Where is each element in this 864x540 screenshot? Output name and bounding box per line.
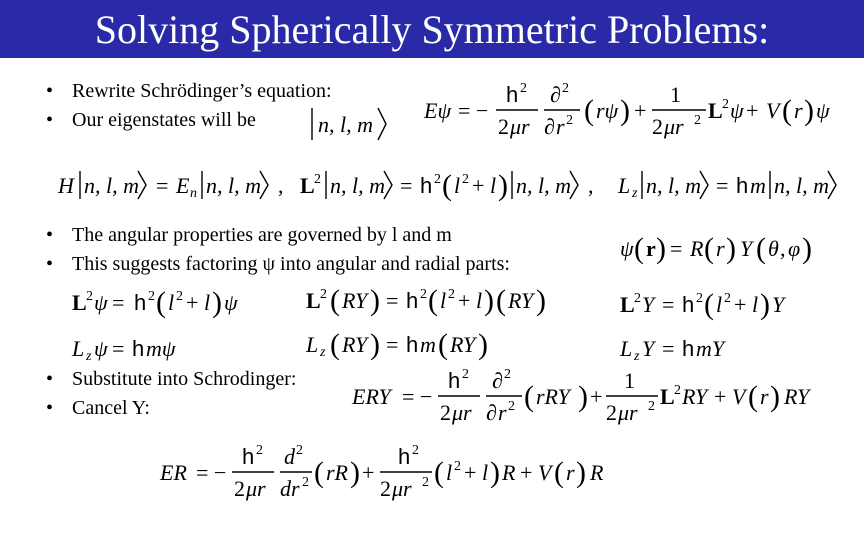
svg-text:n: n (190, 186, 197, 201)
svg-text:L: L (660, 384, 675, 409)
bullet-item: • Rewrite Schrödinger’s equation: (46, 80, 332, 102)
bullet-item: • Our eigenstates will be (46, 109, 256, 131)
bullet-text: The angular properties are governed by l and m (72, 224, 452, 246)
svg-text:Y: Y (740, 236, 753, 261)
svg-text:h: h (242, 444, 255, 469)
svg-text:l: l (716, 292, 723, 317)
eigen-Lz-equation (618, 165, 844, 205)
svg-text:ψ: ψ (816, 98, 830, 123)
Lz-RY-equation (306, 324, 506, 364)
svg-text:2: 2 (148, 289, 155, 304)
svg-text:r: r (646, 236, 656, 261)
bullet-item: • Cancel Y: (46, 397, 150, 419)
svg-text:L: L (618, 173, 631, 198)
svg-text:∂: ∂ (492, 368, 503, 393)
svg-text:n, l, m: n, l, m (774, 173, 829, 198)
L2-Y-equation (620, 284, 800, 324)
svg-text:L: L (300, 173, 315, 198)
svg-text:): ) (370, 284, 380, 317)
svg-text:L: L (620, 336, 633, 361)
svg-text:(: ( (756, 232, 766, 265)
svg-text:r: r (794, 98, 803, 123)
svg-text:=: = (670, 236, 683, 261)
svg-text:): ) (620, 94, 630, 127)
svg-text:RY: RY (784, 384, 810, 409)
svg-text:d: d (284, 444, 295, 469)
svg-text:2: 2 (302, 475, 309, 490)
svg-text:RY: RY (342, 332, 368, 357)
svg-text:rRY: rRY (536, 384, 570, 409)
svg-text:+: + (590, 384, 603, 409)
schrodinger-equation (420, 76, 840, 146)
svg-text:n, l, m: n, l, m (206, 173, 261, 198)
bullet-text: This suggests factoring ψ into angular and radial parts: (72, 253, 510, 275)
svg-text:l: l (168, 290, 175, 315)
bullet-text: Rewrite Schrödinger’s equation: (72, 80, 332, 102)
svg-text:): ) (576, 456, 586, 489)
svg-text:z: z (320, 345, 326, 360)
svg-text:(: ( (442, 169, 452, 202)
svg-text:R: R (590, 460, 604, 485)
svg-text:h: h (682, 292, 695, 317)
svg-text:h: h (398, 444, 411, 469)
svg-text:=: = (662, 292, 675, 317)
svg-text:2: 2 (696, 291, 703, 306)
svg-text:L: L (306, 332, 319, 357)
svg-text:l: l (476, 288, 483, 313)
Lz-psi-equation (72, 328, 222, 368)
svg-text:Y: Y (642, 292, 655, 317)
svg-text:(: ( (704, 232, 714, 265)
svg-text:L: L (72, 290, 87, 315)
svg-text:2: 2 (566, 113, 573, 128)
svg-text:+: + (520, 460, 533, 485)
svg-text:n, l, m: n, l, m (330, 173, 385, 198)
svg-text:(: ( (524, 380, 534, 413)
svg-text:2: 2 (498, 114, 509, 139)
svg-text:(: ( (428, 284, 438, 317)
svg-text:2: 2 (504, 367, 511, 382)
svg-text:+: + (746, 98, 759, 123)
svg-text:μr: μr (246, 476, 266, 501)
svg-text:2: 2 (434, 172, 441, 187)
svg-text:+: + (186, 290, 199, 315)
svg-text:=: = (386, 288, 399, 313)
svg-text:l: l (454, 173, 461, 198)
svg-text:+: + (362, 460, 375, 485)
svg-text:+: + (472, 173, 485, 198)
svg-text:ER: ER (160, 460, 187, 485)
svg-text:μr: μr (618, 400, 638, 425)
svg-text:2: 2 (86, 289, 93, 304)
svg-text:= −: = − (402, 384, 433, 409)
svg-text:=: = (386, 332, 399, 357)
svg-text:(: ( (330, 284, 340, 317)
svg-text:=: = (662, 336, 675, 361)
svg-text:2: 2 (440, 400, 451, 425)
svg-text:=: = (400, 173, 413, 198)
svg-text:(: ( (748, 380, 758, 413)
svg-text:h: h (134, 290, 147, 315)
svg-text:2: 2 (722, 97, 729, 112)
svg-text:): ) (802, 232, 812, 265)
svg-text:R: R (690, 236, 704, 261)
svg-text:L: L (620, 292, 635, 317)
svg-text:r: r (566, 460, 575, 485)
svg-text:2: 2 (606, 400, 617, 425)
svg-text:m: m (420, 332, 436, 357)
svg-text:RY: RY (450, 332, 476, 357)
svg-text:(: ( (584, 94, 594, 127)
Lz-Y-equation (620, 328, 760, 368)
svg-text:h: h (132, 336, 145, 361)
svg-text:m: m (750, 173, 766, 198)
svg-text:ψ: ψ (94, 336, 108, 361)
svg-text:=: = (156, 173, 169, 198)
svg-text:ψ: ψ (224, 290, 238, 315)
svg-text:Eψ: Eψ (424, 98, 452, 123)
svg-text:= −: = − (458, 98, 489, 123)
svg-text:RY: RY (342, 288, 368, 313)
svg-text:θ: θ (768, 236, 779, 261)
eigen-L2-equation (300, 165, 610, 205)
svg-text:1: 1 (624, 368, 635, 393)
svg-text:h: h (406, 332, 419, 357)
svg-text:2: 2 (380, 476, 391, 501)
svg-text:ψ: ψ (94, 290, 108, 315)
svg-text:): ) (578, 380, 588, 413)
svg-text:2: 2 (320, 287, 327, 302)
svg-text:μr: μr (452, 400, 472, 425)
radial-equation (160, 440, 630, 510)
svg-text:V: V (766, 98, 780, 123)
svg-text:+: + (458, 288, 471, 313)
svg-text:ψ: ψ (620, 236, 634, 261)
svg-text:2: 2 (422, 475, 429, 490)
svg-text:+: + (634, 98, 647, 123)
svg-text:2: 2 (176, 289, 183, 304)
svg-text:2: 2 (462, 172, 469, 187)
svg-text:2: 2 (296, 443, 303, 458)
svg-text:): ) (350, 456, 360, 489)
bullet-text: Cancel Y: (72, 397, 150, 419)
svg-text:): ) (536, 284, 546, 317)
svg-text:): ) (760, 288, 770, 321)
svg-text:V: V (732, 384, 746, 409)
svg-text:μr: μr (392, 476, 412, 501)
svg-text:h: h (736, 173, 749, 198)
svg-text:2: 2 (508, 399, 515, 414)
svg-text:rψ: rψ (596, 98, 619, 123)
svg-text:r: r (760, 384, 769, 409)
substituted-equation (352, 366, 832, 436)
svg-text:2: 2 (256, 443, 263, 458)
svg-text:(: ( (434, 456, 444, 489)
svg-text:2: 2 (314, 172, 321, 187)
svg-text:): ) (212, 286, 222, 319)
svg-text:2: 2 (634, 291, 641, 306)
svg-text:+: + (714, 384, 727, 409)
svg-text:(: ( (634, 232, 644, 265)
svg-text:RY: RY (682, 384, 708, 409)
svg-text:): ) (804, 94, 814, 127)
bullet-text: Substitute into Schrodinger: (72, 368, 297, 390)
svg-text:+: + (464, 460, 477, 485)
svg-text:2: 2 (674, 383, 681, 398)
svg-text:h: h (682, 336, 695, 361)
svg-text:): ) (656, 232, 666, 265)
svg-text:r: r (556, 114, 565, 139)
svg-text:n, l, m: n, l, m (516, 173, 571, 198)
svg-text:h: h (420, 173, 433, 198)
slide-title: Solving Spherically Symmetric Problems: (94, 7, 770, 52)
svg-text:l: l (440, 288, 447, 313)
svg-text:μr: μr (664, 114, 684, 139)
svg-text:+: + (734, 292, 747, 317)
svg-text:): ) (498, 169, 508, 202)
svg-text:n, l, m: n, l, m (84, 173, 139, 198)
svg-text:): ) (770, 380, 780, 413)
svg-text:,: , (780, 236, 786, 261)
svg-text:2: 2 (724, 291, 731, 306)
svg-text:(: ( (496, 284, 506, 317)
svg-text:2: 2 (420, 287, 427, 302)
svg-text:r: r (716, 236, 725, 261)
svg-text:(: ( (704, 288, 714, 321)
svg-text:): ) (726, 232, 736, 265)
svg-text:mY: mY (696, 336, 725, 361)
svg-text:2: 2 (562, 81, 569, 96)
svg-text:L: L (72, 336, 85, 361)
svg-text:dr: dr (280, 476, 300, 501)
svg-text:l: l (446, 460, 453, 485)
svg-text:l: l (482, 460, 489, 485)
svg-text:=: = (112, 290, 125, 315)
svg-text:H: H (58, 173, 74, 198)
svg-text:z: z (634, 349, 640, 364)
svg-text:∂: ∂ (550, 82, 561, 107)
svg-text:=: = (112, 336, 125, 361)
svg-text:2: 2 (648, 399, 655, 414)
svg-text:2: 2 (448, 287, 455, 302)
svg-text:Y: Y (772, 292, 785, 317)
svg-text:h: h (506, 82, 519, 107)
L2-RY-equation (306, 280, 566, 320)
svg-text:= −: = − (196, 460, 227, 485)
svg-text:(: ( (314, 456, 324, 489)
svg-text:V: V (538, 460, 552, 485)
svg-text:φ: φ (788, 236, 801, 261)
svg-text:∂: ∂ (486, 400, 497, 425)
svg-text:l: l (204, 290, 211, 315)
svg-text:RY: RY (508, 288, 534, 313)
svg-text:,: , (278, 173, 284, 198)
svg-text:E: E (176, 173, 190, 198)
svg-text:1: 1 (670, 82, 681, 107)
svg-text:2: 2 (694, 113, 701, 128)
svg-text:ERY: ERY (352, 384, 391, 409)
eigen-H-equation (58, 165, 308, 205)
svg-text:L: L (306, 288, 321, 313)
svg-text:=: = (716, 173, 729, 198)
svg-text:R: R (502, 460, 516, 485)
svg-text:h: h (406, 288, 419, 313)
factor-equation (618, 228, 844, 268)
bullet-item: • Substitute into Schrodinger: (46, 368, 297, 390)
svg-text:l: l (752, 292, 759, 317)
svg-text:mψ: mψ (146, 336, 176, 361)
svg-text:z: z (632, 186, 638, 201)
svg-text:∂: ∂ (544, 114, 555, 139)
ket-equation (304, 104, 394, 144)
svg-text:): ) (490, 456, 500, 489)
svg-text:,: , (588, 173, 594, 198)
svg-text:2: 2 (520, 81, 527, 96)
svg-text:): ) (484, 284, 494, 317)
svg-text:r: r (498, 400, 507, 425)
svg-text:z: z (86, 349, 92, 364)
svg-text:(: ( (330, 328, 340, 361)
svg-text:n, l, m: n, l, m (318, 112, 373, 137)
svg-text:L: L (708, 98, 723, 123)
svg-text:μr: μr (510, 114, 530, 139)
svg-text:Y: Y (642, 336, 655, 361)
svg-text:(: ( (782, 94, 792, 127)
svg-text:(: ( (438, 328, 448, 361)
svg-text:2: 2 (462, 367, 469, 382)
L2-psi-equation (72, 282, 252, 322)
bullet-item: • The angular properties are governed by l and m (46, 224, 452, 246)
svg-text:l: l (490, 173, 497, 198)
svg-text:rR: rR (326, 460, 348, 485)
bullet-text: Our eigenstates will be (72, 109, 256, 131)
svg-text:2: 2 (412, 443, 419, 458)
svg-text:2: 2 (652, 114, 663, 139)
svg-text:(: ( (156, 286, 166, 319)
svg-text:): ) (478, 328, 488, 361)
svg-text:ψ: ψ (730, 98, 744, 123)
svg-text:h: h (448, 368, 461, 393)
svg-text:2: 2 (454, 459, 461, 474)
svg-text:2: 2 (234, 476, 245, 501)
svg-text:n, l, m: n, l, m (646, 173, 701, 198)
bullet-item: • This suggests factoring ψ into angular and radial parts: (46, 253, 510, 275)
svg-text:(: ( (554, 456, 564, 489)
svg-text:): ) (370, 328, 380, 361)
